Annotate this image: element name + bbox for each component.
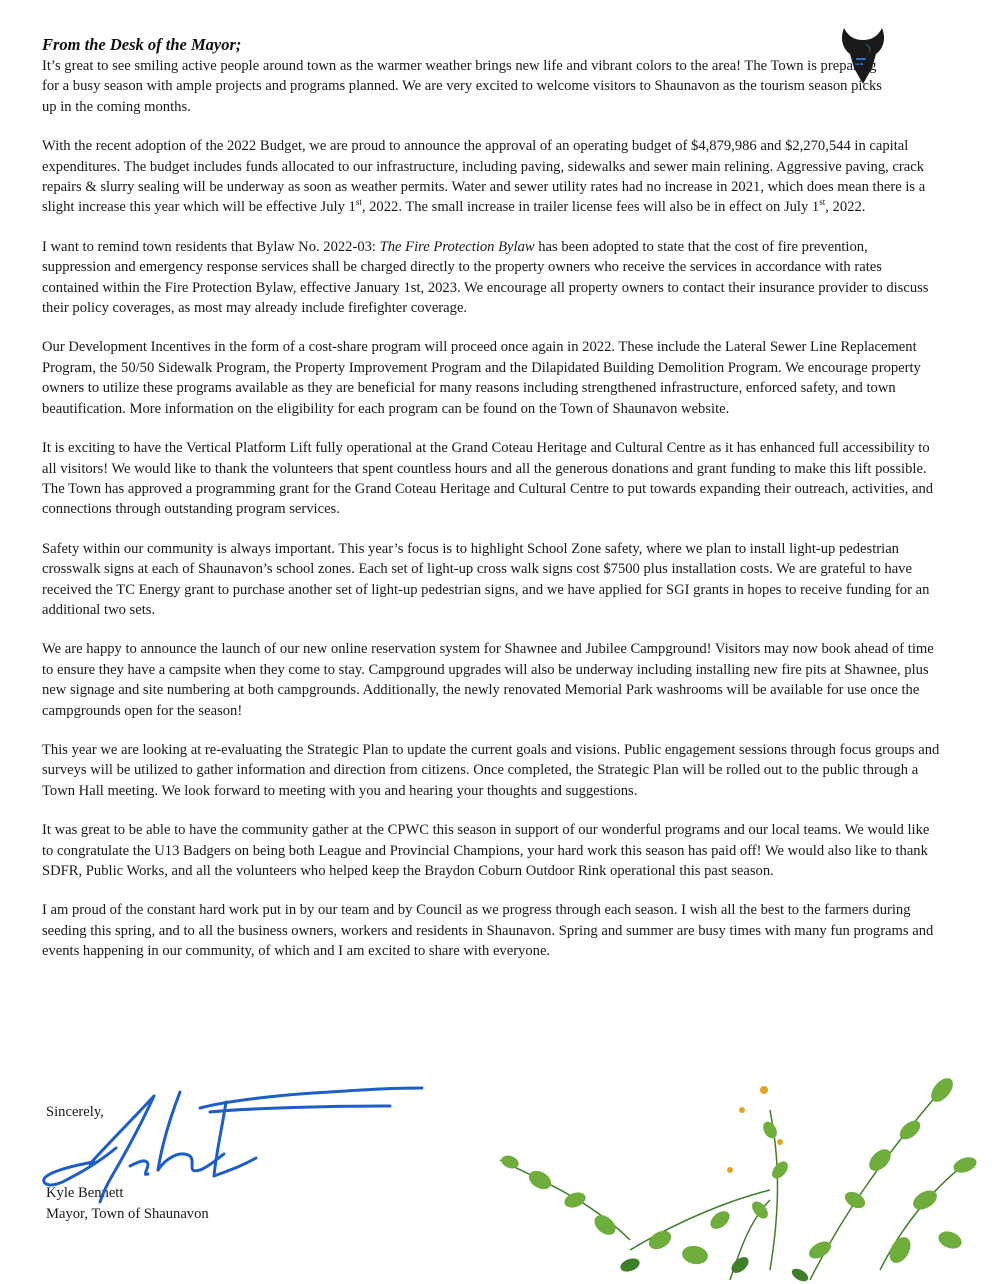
signer-title: Mayor, Town of Shaunavon [46,1205,209,1222]
paragraph-budget: With the recent adoption of the 2022 Budget, we are proud to announce the approval of an operating budget of $4,879,986 and $2,270,544 in capital expenditures. The budget includes funds allocated to our infrastructure, including paving, sidewalks and sewer main relining. Aggressive paving, crack repairs & slurry sealing will be underway as soon as weather permits. Water and sewer utility rates had no increase in 2021, which does mean there is a slight increase this year which will be effective July 1st, 2022. The small increase in trailer license fees will also be in effect on July 1st, 2022. [42,138,926,216]
paragraph-welcome: It’s great to see smiling active people around town as the warmer weather brings new life and vibrant colors to the area! The Town is preparing for a busy season with ample projects and programs planned. We are very excited to welcome visitors to Shaunavon as the tourism season picks up in the coming months. [42,58,882,115]
sincerely-label: Sincerely, [46,1104,104,1120]
paragraph-closing-remarks: I am proud of the constant hard work put in by our team and by Council as we progress through each season. I wish all the best to the farmers during seeding this spring, and to all the business owners, workers and residents in Shaunavon. Spring and summer are busy times with many fun programs and events happening in our community, of which and I am excited to share with everyone. [42,902,934,960]
paragraph-strategic-plan: This year we are looking at re-evaluating the Strategic Plan to update the current goals and visions. Public engagement sessions through focus groups and surveys will be utilized to gather information and direction from citizens. Once completed, the Strategic Plan will be rolled out to the public through a Town Hall meeting. We look forward to meeting with you and hearing your thoughts and suggestions. [42,741,940,799]
letter-heading: From the Desk of the Mayor; [42,35,242,54]
mayor-letter [42,34,940,981]
paragraph-school-zone-safety: Safety within our community is always important. This year’s focus is to highlight School Zone safety, where we plan to install light-up pedestrian crosswalk signs at each of Shaunavon’s school zones. Each set of light-up cross walk signs cost $7500 plus installation costs. We are grateful to have received the TC Energy grant to purchase another set of light-up pedestrian signs, and we have applied for SGI grants in hopes to receive funding for an additional two sets. [42,540,930,618]
botanical-decoration [480,1050,992,1284]
paragraph-fire-bylaw: I want to remind town residents that Bylaw No. 2022-03: The Fire Protection Bylaw has been adopted to state that the cost of fire prevention, suppression and emergency response services shall be charged directly to the property owners who receive the services in accordance with rates contained within the Fire Protection Bylaw, effective January 1st, 2023. We encourage all property owners to contact their insurance provider to discuss their policy coverages, as most may already include firefighter coverage. [42,238,929,317]
paragraph-campground: We are happy to announce the launch of our new online reservation system for Shawnee and Jubilee Campground! Visitors may now book ahead of time to ensure they have a campsite when they come to stay. Campground upgrades will also be underway including installing new fire pits at Shawnee, plus new signage and site numbering at both campgrounds. Additionally, the newly renovated Memorial Park washrooms will be available for use once the campgrounds open for the season! [42,641,934,719]
handwritten-signature [30,1078,430,1208]
bylaw-title: The Fire Protection Bylaw [379,238,535,255]
paragraph-community: It was great to be able to have the community gather at the CPWC this season in support of our wonderful programs and our local teams. We would like to congratulate the U13 Badgers on being both League and Provincial Champions, your hard work this season has paid off! We would also like to thank SDFR, Public Works, and all the volunteers who helped keep the Braydon Coburn Outdoor Rink operational this past season. [42,822,930,879]
paragraph-development-incentives: Our Development Incentives in the form of a cost-share program will proceed once again in 2022. These include the Lateral Sewer Line Replacement Program, the 50/50 Sidewalk Program, the Property Improvement Program and the Dilapidated Building Demolition Program. We encourage property owners to utilize these programs available as they are beneficial for many reasons including strengthened infrastructure, enforced safety, and town beautification. More information on the eligibility for each program can be found on the Town of Shaunavon website. [42,339,921,417]
paragraph-platform-lift: It is exciting to have the Vertical Platform Lift fully operational at the Grand Coteau Heritage and Cultural Centre as it has enhanced full accessibility to all visitors! We would like to thank the volunteers that spent countless hours and all the generous donations and grant funding to make this lift possible. The Town has approved a programming grant for the Grand Coteau Heritage and Cultural Centre to put towards expanding their outreach, activities, and connections through outstanding program services. [42,440,934,518]
signer-name: Kyle Bennett [46,1185,124,1202]
